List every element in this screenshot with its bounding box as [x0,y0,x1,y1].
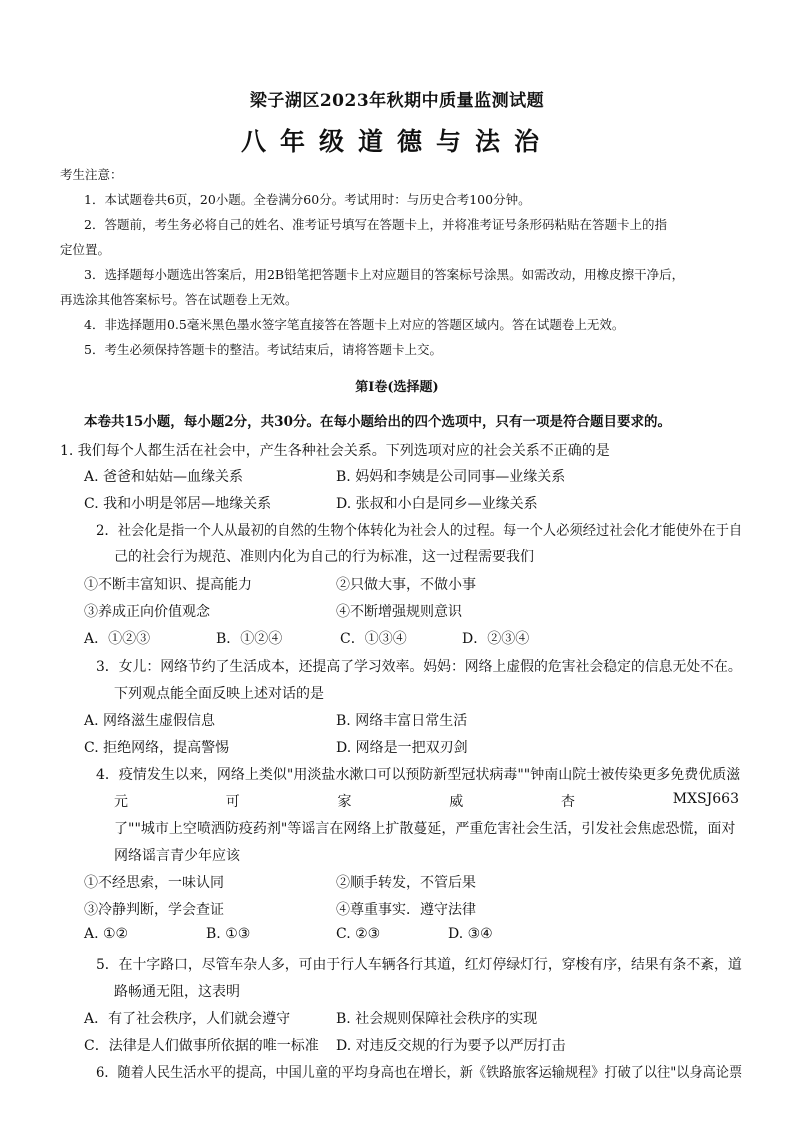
q4-choice-2: ②顺手转发，不管后果 [336,875,476,891]
question-4-spread-line [114,791,739,811]
subject-title: 八年级道德与法治 [240,127,553,156]
question-3-stem: 3．女儿：网络节约了生活成本，还提高了学习效率。妈妈：网络上虚假的危害社会稳定的信息无处不在。 [96,659,742,675]
q4-option-d: D. ③④ [448,926,493,942]
q4-choice-3: ③冷静判断，学会查证 [84,902,224,918]
q1-option-d: D. 张叔和小白是同乡—业缘关系 [336,496,538,512]
q1-option-c: C. 我和小明是邻居—地缘关系 [84,496,272,512]
spread-char: 元 [114,794,128,810]
q2-option-b: B．①②④ [216,631,283,647]
spread-char: 家 [337,794,352,810]
question-4-stem-end: 网络谣言青少年应该 [114,848,240,864]
q3-option-d: D. 网络是一把双刃剑 [336,740,468,756]
section-instruction: 本卷共15小题，每小题2分，共30分。在每小题给出的四个选项中，只有一项是符合题目要求的。 [84,414,671,430]
exam-title: 梁子湖区2023年秋期中质量监测试题 [249,91,545,111]
question-6-stem: 6．随着人民生活水平的提高，中国儿童的平均身高也在增长，新《铁路旅客运输规程》打破了以往"以身高论票 [96,1065,743,1081]
notice-item-2: 2．答题前，考生务必将自己的姓名、准考证号填写在答题卡上，并将准考证号条形码粘贴在答题卡上的指 [84,217,667,232]
q4-option-c: C. ②③ [336,926,381,942]
q1-option-a: A. 爸爸和姑姑—血缘关系 [84,469,244,485]
q3-option-c: C. 拒绝网络，提高警惕 [84,740,230,756]
q4-choice-4: ④尊重事实．遵守法律 [336,902,476,918]
question-4-stem-cont: 了""城市上空喷洒防疫药剂"等谣言在网络上扩散蔓延，严重危害社会生活，引发社会焦虑恐慌，面对 [114,821,736,837]
section-title: 第Ⅰ卷(选择题) [355,380,439,395]
q3-option-a: A. 网络滋生虚假信息 [84,713,216,729]
notice-item-1: 1．本试题卷共6页，20小题。全卷满分60分。考试用时：与历史合考100分钟。 [84,192,531,207]
notice-item-3: 3．选择题每小题选出答案后，用2B铅笔把答题卡上对应题目的答案标号涂黑。如需改动，用橡皮擦干净后， [84,267,685,282]
q2-option-d: D．②③④ [462,631,530,647]
notice-item-5: 5．考生必须保持答题卡的整洁。考试结束后，请将答题卡上交。 [84,342,442,357]
q5-option-c: C．法律是人们做事所依据的唯一标准 [84,1038,319,1054]
q5-option-b: B. 社会规则保障社会秩序的实现 [336,1011,538,1027]
q4-choice-1: ①不经思索，一味认同 [84,875,224,891]
q2-choice-1: ①不断丰富知识、提高能力 [84,577,252,593]
spread-char: 可 [225,794,240,810]
question-4-stem: 4．疫情发生以来，网络上类似"用淡盐水漱口可以预防新型冠状病毒""钟南山院士被传染更多免费优质滋 [96,767,741,783]
q4-option-b: B. ①③ [206,926,251,942]
question-5-stem: 5．在十字路口，尽管车杂人多，可由于行人车辆各行其道，红灯停绿灯行，穿梭有序，结果有条不紊，道 [96,957,742,973]
q2-choice-3: ③养成正向价值观念 [84,604,210,620]
notice-item-3-cont: 再选涂其他答案标号。答在试题卷上无效。 [60,292,298,307]
question-2-stem-cont: 己的社会行为规范、准则内化为自己的行为标准，这一过程需要我们 [114,549,534,565]
q2-choice-4: ④不断增强规则意识 [336,604,462,620]
q3-option-b: B. 网络丰富日常生活 [336,713,468,729]
q2-option-c: C．①③④ [340,631,407,647]
question-5-stem-cont: 路畅通无阻，这表明 [114,984,240,1000]
spread-char: 杏 [561,794,575,810]
question-2-stem: 2．社会化是指一个人从最初的自然的生物个体转化为社会人的过程。每一个人必须经过社会化才能使外在于自 [96,523,743,539]
notice-heading: 考生注意： [60,167,123,182]
q2-option-a: A．①②③ [84,631,151,647]
q4-option-a: A. ①② [84,926,129,942]
notice-item-2-cont: 定位置。 [60,242,111,257]
q1-option-b: B. 妈妈和李姨是公司同事—业缘关系 [336,469,566,485]
spread-code: MXSJ663 [672,791,739,807]
q2-choice-2: ②只做大事，不做小事 [336,577,476,593]
spread-char: 威 [449,794,464,810]
question-1-stem: 1. 我们每个人都生活在社会中，产生各种社会关系。下列选项对应的社会关系不正确的是 [60,443,610,459]
notice-item-4: 4．非选择题用0.5毫米黑色墨水签字笔直接答在答题卡上对应的答题区域内。答在试题卷上无效。 [84,317,625,332]
q5-option-a: A．有了社会秩序，人们就会遵守 [84,1011,291,1027]
q5-option-d: D. 对违反交规的行为要予以严厉打击 [336,1038,566,1054]
question-3-stem-cont: 下列观点能全面反映上述对话的是 [114,686,324,702]
